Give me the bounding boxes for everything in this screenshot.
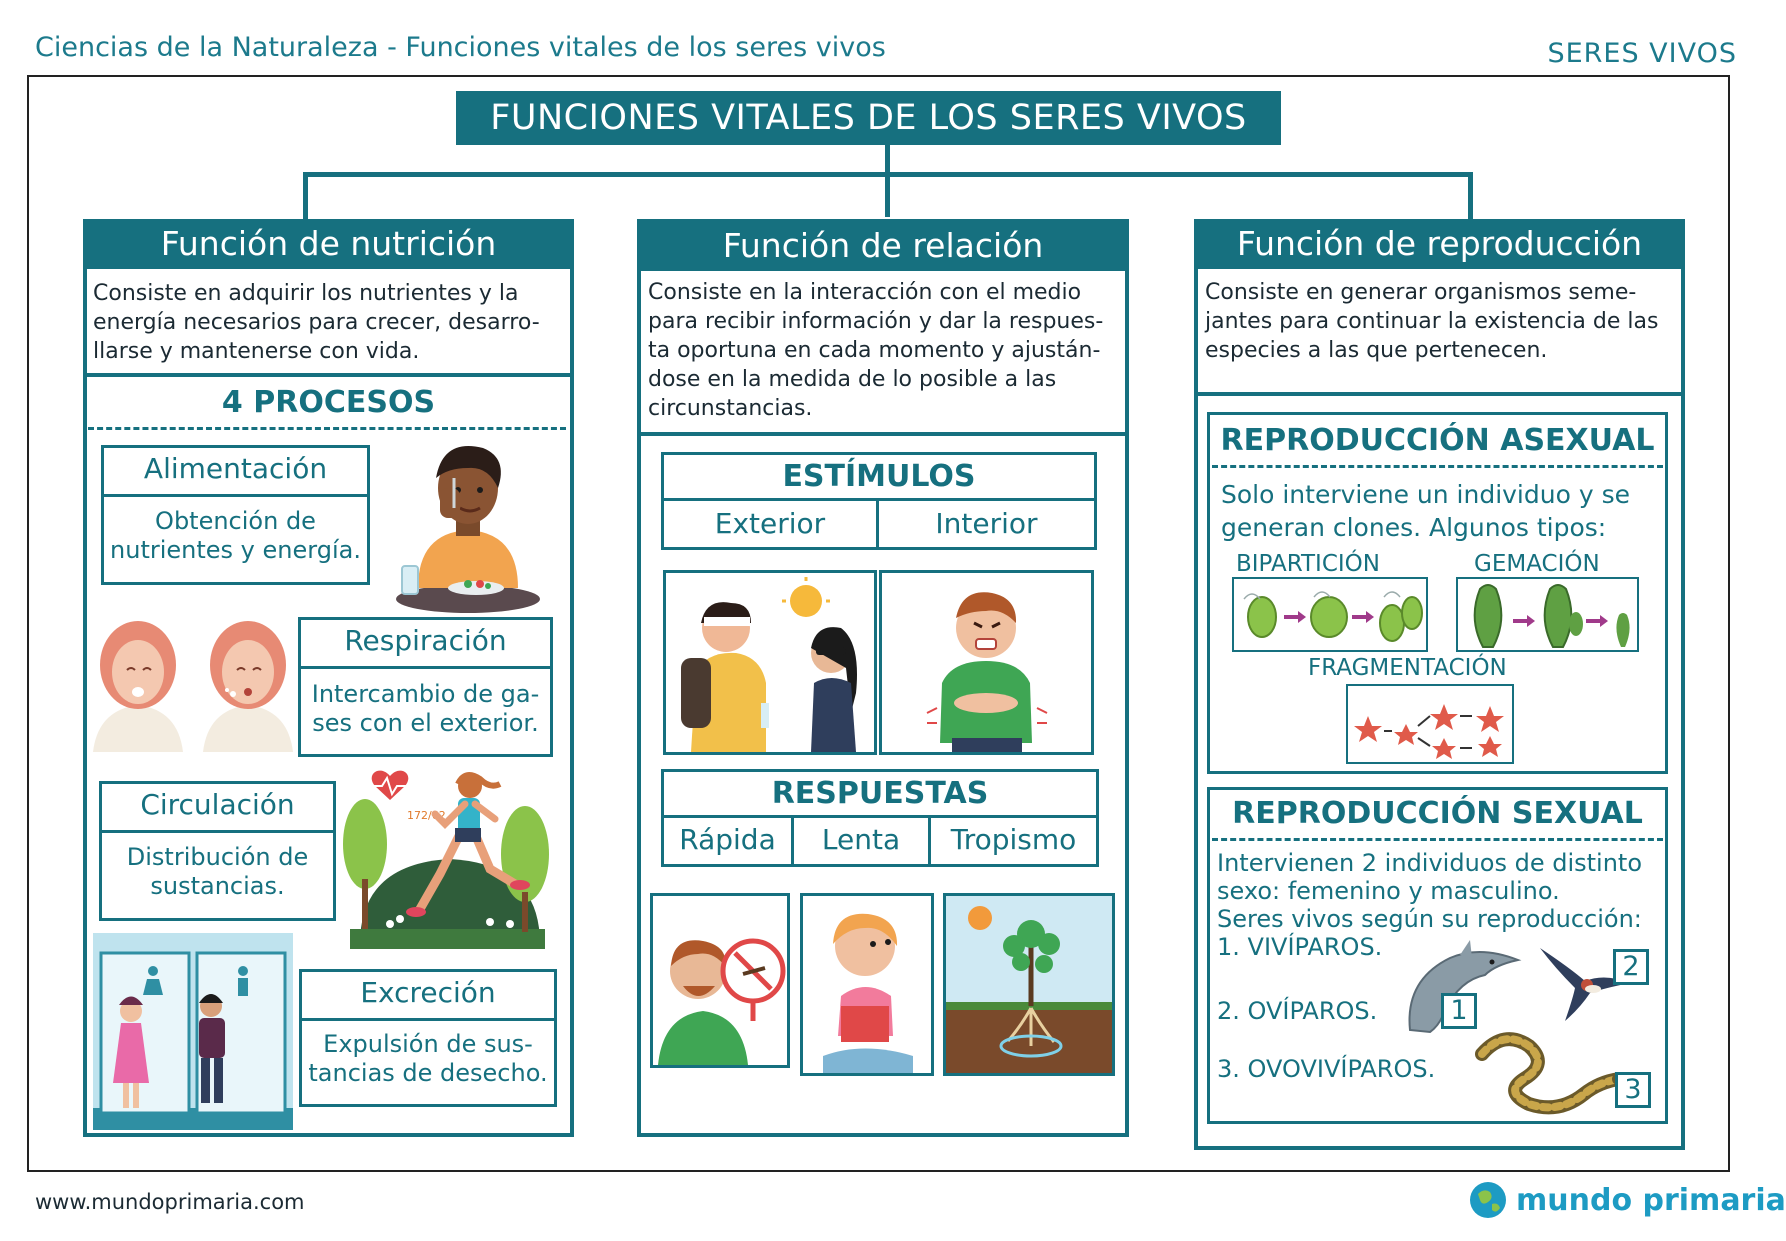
biparticion-label: BIPARTICIÓN <box>1236 551 1380 577</box>
main-title: FUNCIONES VITALES DE LOS SERES VIVOS <box>456 91 1281 145</box>
breathing-people-illustration <box>93 620 293 752</box>
number-3-box: 3 <box>1615 1072 1651 1108</box>
gemacion-image <box>1456 577 1639 652</box>
asexual-text: Solo interviene un individuo y se generan clones. Algunos tipos: <box>1221 480 1630 542</box>
sexual-divider <box>1212 838 1663 841</box>
respuesta-lenta: Lenta <box>821 823 901 856</box>
circulacion-text: Distribución de sustancias. <box>126 843 309 900</box>
page-subject: Ciencias de la Naturaleza - Funciones vitales de los seres vivos <box>35 32 886 63</box>
asexual-title: REPRODUCCIÓN ASEXUAL <box>1220 423 1655 458</box>
fragmentation-diagram <box>1348 686 1512 762</box>
estimulo-interior: Interior <box>935 507 1038 540</box>
exterior-stimulus-image <box>663 570 877 755</box>
fragmentacion-label: FRAGMENTACIÓN <box>1308 655 1507 681</box>
nutrition-heading: Función de nutrición <box>83 219 574 269</box>
connector-horizontal <box>303 172 1473 177</box>
relation-description: Consiste en la interacción con el medio para recibir información y dar la respues- ta oportuna en cada momento y ajustán- dose en la medida de lo posible a las circunstancias. <box>648 280 1104 421</box>
asexual-divider <box>1212 465 1663 468</box>
biparticion-image <box>1232 577 1428 652</box>
stomach-ache-illustration <box>882 573 1091 752</box>
fast-response-image <box>650 893 790 1068</box>
budding-diagram <box>1458 579 1637 650</box>
excrecion-text: Expulsión de sus- tancias de desecho. <box>308 1030 548 1087</box>
gemacion-label: GEMACIÓN <box>1474 551 1600 577</box>
thinking-girl-illustration <box>803 896 931 1073</box>
globe-icon <box>1468 1180 1508 1220</box>
alimentacion-label: Alimentación <box>143 452 328 485</box>
ovoviviparos-label: 3. OVOVIVÍPAROS. <box>1217 1055 1436 1083</box>
relation-heading: Función de relación <box>637 219 1129 271</box>
bipartition-diagram <box>1234 579 1426 650</box>
page-topic: SERES VIVOS <box>1547 38 1737 69</box>
processes-divider <box>88 427 566 430</box>
number-2-box: 2 <box>1613 949 1649 985</box>
footer-url[interactable]: www.mundoprimaria.com <box>35 1190 305 1214</box>
snake-illustration <box>1474 1024 1624 1114</box>
mosquito-illustration <box>653 896 787 1065</box>
sexual-title: REPRODUCCIÓN SEXUAL <box>1232 796 1643 831</box>
reproduction-heading: Función de reproducción <box>1194 219 1685 269</box>
heart-rate-readout: 172/62 <box>407 809 446 822</box>
connector-right <box>1468 172 1473 220</box>
estimulo-exterior: Exterior <box>714 507 826 540</box>
estimulos-title: ESTÍMULOS <box>782 459 976 494</box>
toilets-illustration <box>93 933 293 1130</box>
respuestas-title: RESPUESTAS <box>771 776 989 811</box>
tropism-image <box>943 893 1115 1076</box>
plant-roots-illustration <box>946 896 1112 1073</box>
respuesta-rapida: Rápida <box>679 823 776 856</box>
nutrition-description: Consiste en adquirir los nutrientes y la energía necesarios para crecer, desarro- llarse y mantenerse con vida. <box>93 281 540 364</box>
connector-left <box>303 172 308 220</box>
circulacion-label: Circulación <box>140 788 295 821</box>
respiracion-label: Respiración <box>344 624 507 657</box>
respuesta-tropismo: Tropismo <box>950 823 1077 856</box>
sexual-text: Intervienen 2 individuos de distinto sexo: femenino y masculino. Seres vivos según su reproducción: 1. VIVÍPAROS. <box>1217 849 1643 961</box>
reproduction-description: Consiste en generar organismos seme- jantes para continuar la existencia de las especies a las que pertenecen. <box>1205 280 1659 363</box>
slow-response-image <box>800 893 934 1076</box>
runner-illustration <box>340 764 554 954</box>
excrecion-label: Excreción <box>360 976 496 1009</box>
processes-title: 4 PROCESOS <box>221 385 436 420</box>
fragmentacion-image <box>1346 684 1514 764</box>
interior-stimulus-image <box>879 570 1094 755</box>
number-1-box: 1 <box>1441 993 1477 1029</box>
brand-logo[interactable] <box>1468 1180 1786 1220</box>
oviparos-label: 2. OVÍPAROS. <box>1217 997 1378 1025</box>
respiracion-text: Intercambio de ga- ses con el exterior. <box>311 680 540 737</box>
alimentacion-text: Obtención de nutrientes y energía. <box>110 507 361 564</box>
connector-center <box>885 145 890 217</box>
brand-name: mundo primaria <box>1516 1182 1786 1218</box>
hot-sun-illustration <box>666 573 874 752</box>
eating-person-illustration <box>388 438 548 616</box>
